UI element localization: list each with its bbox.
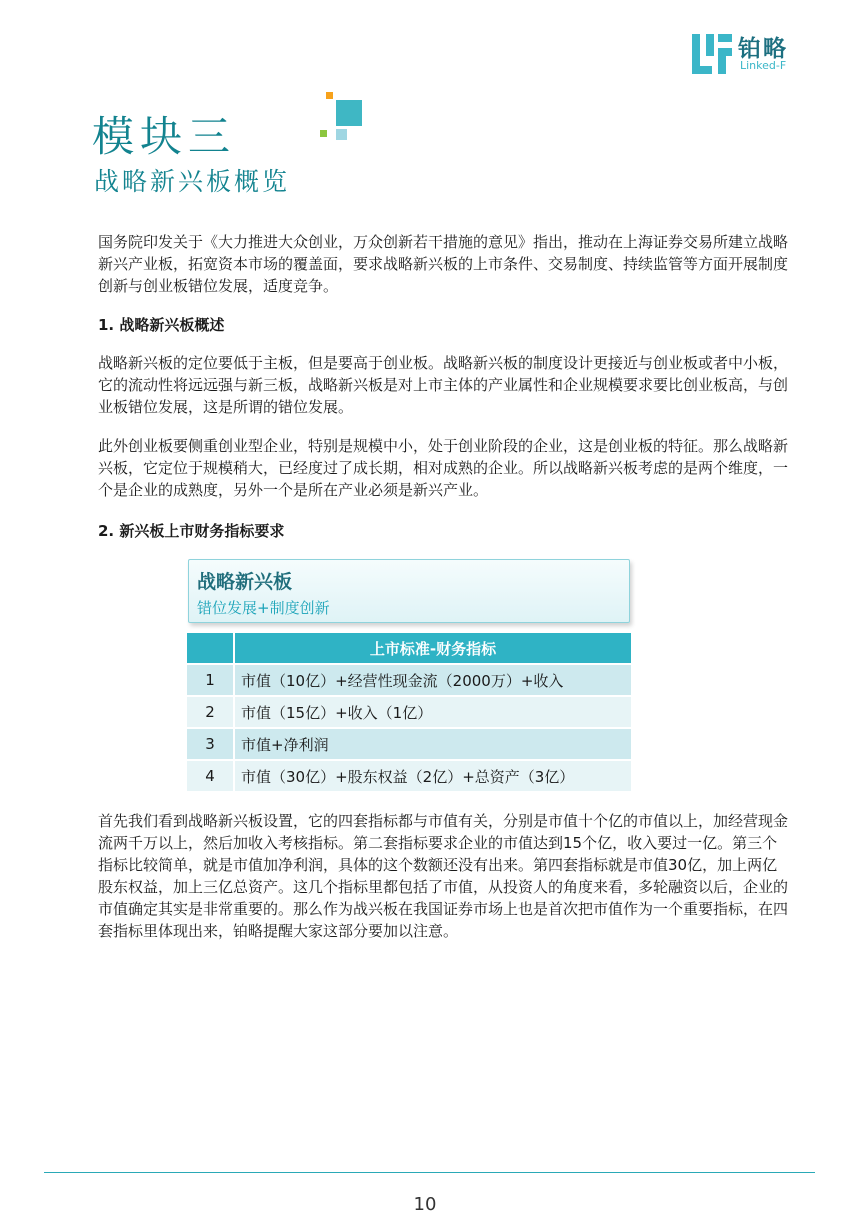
table-row [187,664,631,696]
module-title: 模块三 [92,112,237,161]
row-number: 3 [187,728,234,760]
decorative-square-green [320,130,327,137]
intro-paragraph: 国务院印发关于《大力推进大众创业，万众创新若干措施的意见》指出，推动在上海证券交易所建立战略新兴产业板，拓宽资本市场的覆盖面，要求战略新兴板的上市条件、交易制度、持续监管等方面开展制度创新与创业板错位发展，适度竞争。 [98,233,789,295]
table-header-row [187,633,631,664]
board-summary-box [188,559,630,623]
row-number: 2 [187,696,234,728]
logo-text-cn: 铂略 [738,36,788,62]
table-row [187,760,631,791]
decorative-square-teal [336,100,362,126]
financial-criteria-table [187,633,631,791]
table-row [187,696,631,728]
section1-paragraph-2: 此外创业板要侧重创业型企业，特别是规模中小，处于创业阶段的企业，这是创业板的特征。那么战略新兴板，它定位于规模稍大，已经度过了成长期，相对成熟的企业。所以战略新兴板考虑的是两个维度，一个是企业的成熟度，另外一个是所在产业必须是新兴产业。 [98,437,789,499]
analysis-paragraph: 首先我们看到战略新兴板设置，它的四套指标都与市值有关，分别是市值十个亿的市值以上，加经营现金流两千万以上，然后加收入考核指标。第二套指标要求企业的市值达到15个亿，收入要过一亿。第三个指标比较简单，就是市值加净利润，具体的这个数额还没有出来。第四套指标就是市值30亿，加上两亿股东权益，加上三亿总资产。这几个指标里都包括了市值，从投资人的角度来看，多轮融资以后，企业的市值确定其实是非常重要的。那么作为战兴板在我国证券市场上也是首次把市值作为一个重要指标，在四套指标里体现出来，铂略提醒大家这部分要加以注意。 [98,812,789,940]
row-criteria: 市值（15亿）+收入（1亿） [234,696,631,728]
board-subtitle: 错位发展+制度创新 [197,599,330,617]
brand-logo [692,30,812,76]
logo-text-en: Linked-F [740,59,787,72]
table-header-index [187,633,234,664]
logo-mark-icon [692,34,732,74]
row-criteria: 市值（30亿）+股东权益（2亿）+总资产（3亿） [234,760,631,791]
table-row [187,728,631,760]
row-number: 1 [187,664,234,696]
decorative-square-orange [326,92,333,99]
row-criteria: 市值（10亿）+经营性现金流（2000万）+收入 [234,664,631,696]
row-criteria: 市值+净利润 [234,728,631,760]
decorative-square-lightblue [336,129,347,140]
module-subtitle: 战略新兴板概览 [94,167,291,196]
footer-divider [44,1172,815,1173]
page-number: 10 [413,1194,437,1215]
section1-paragraph-1: 战略新兴板的定位要低于主板，但是要高于创业板。战略新兴板的制度设计更接近与创业板或者中小板，它的流动性将远远强与新三板，战略新兴板是对上市主体的产业属性和企业规模要求要比创业板高，与创业板错位发展，这是所谓的错位发展。 [98,354,789,416]
row-number: 4 [187,760,234,791]
board-title: 战略新兴板 [197,571,293,593]
table-header-title: 上市标准-财务指标 [234,633,631,664]
section-heading-2: 2. 新兴板上市财务指标要求 [98,522,285,540]
section-heading-1: 1. 战略新兴板概述 [98,316,225,334]
